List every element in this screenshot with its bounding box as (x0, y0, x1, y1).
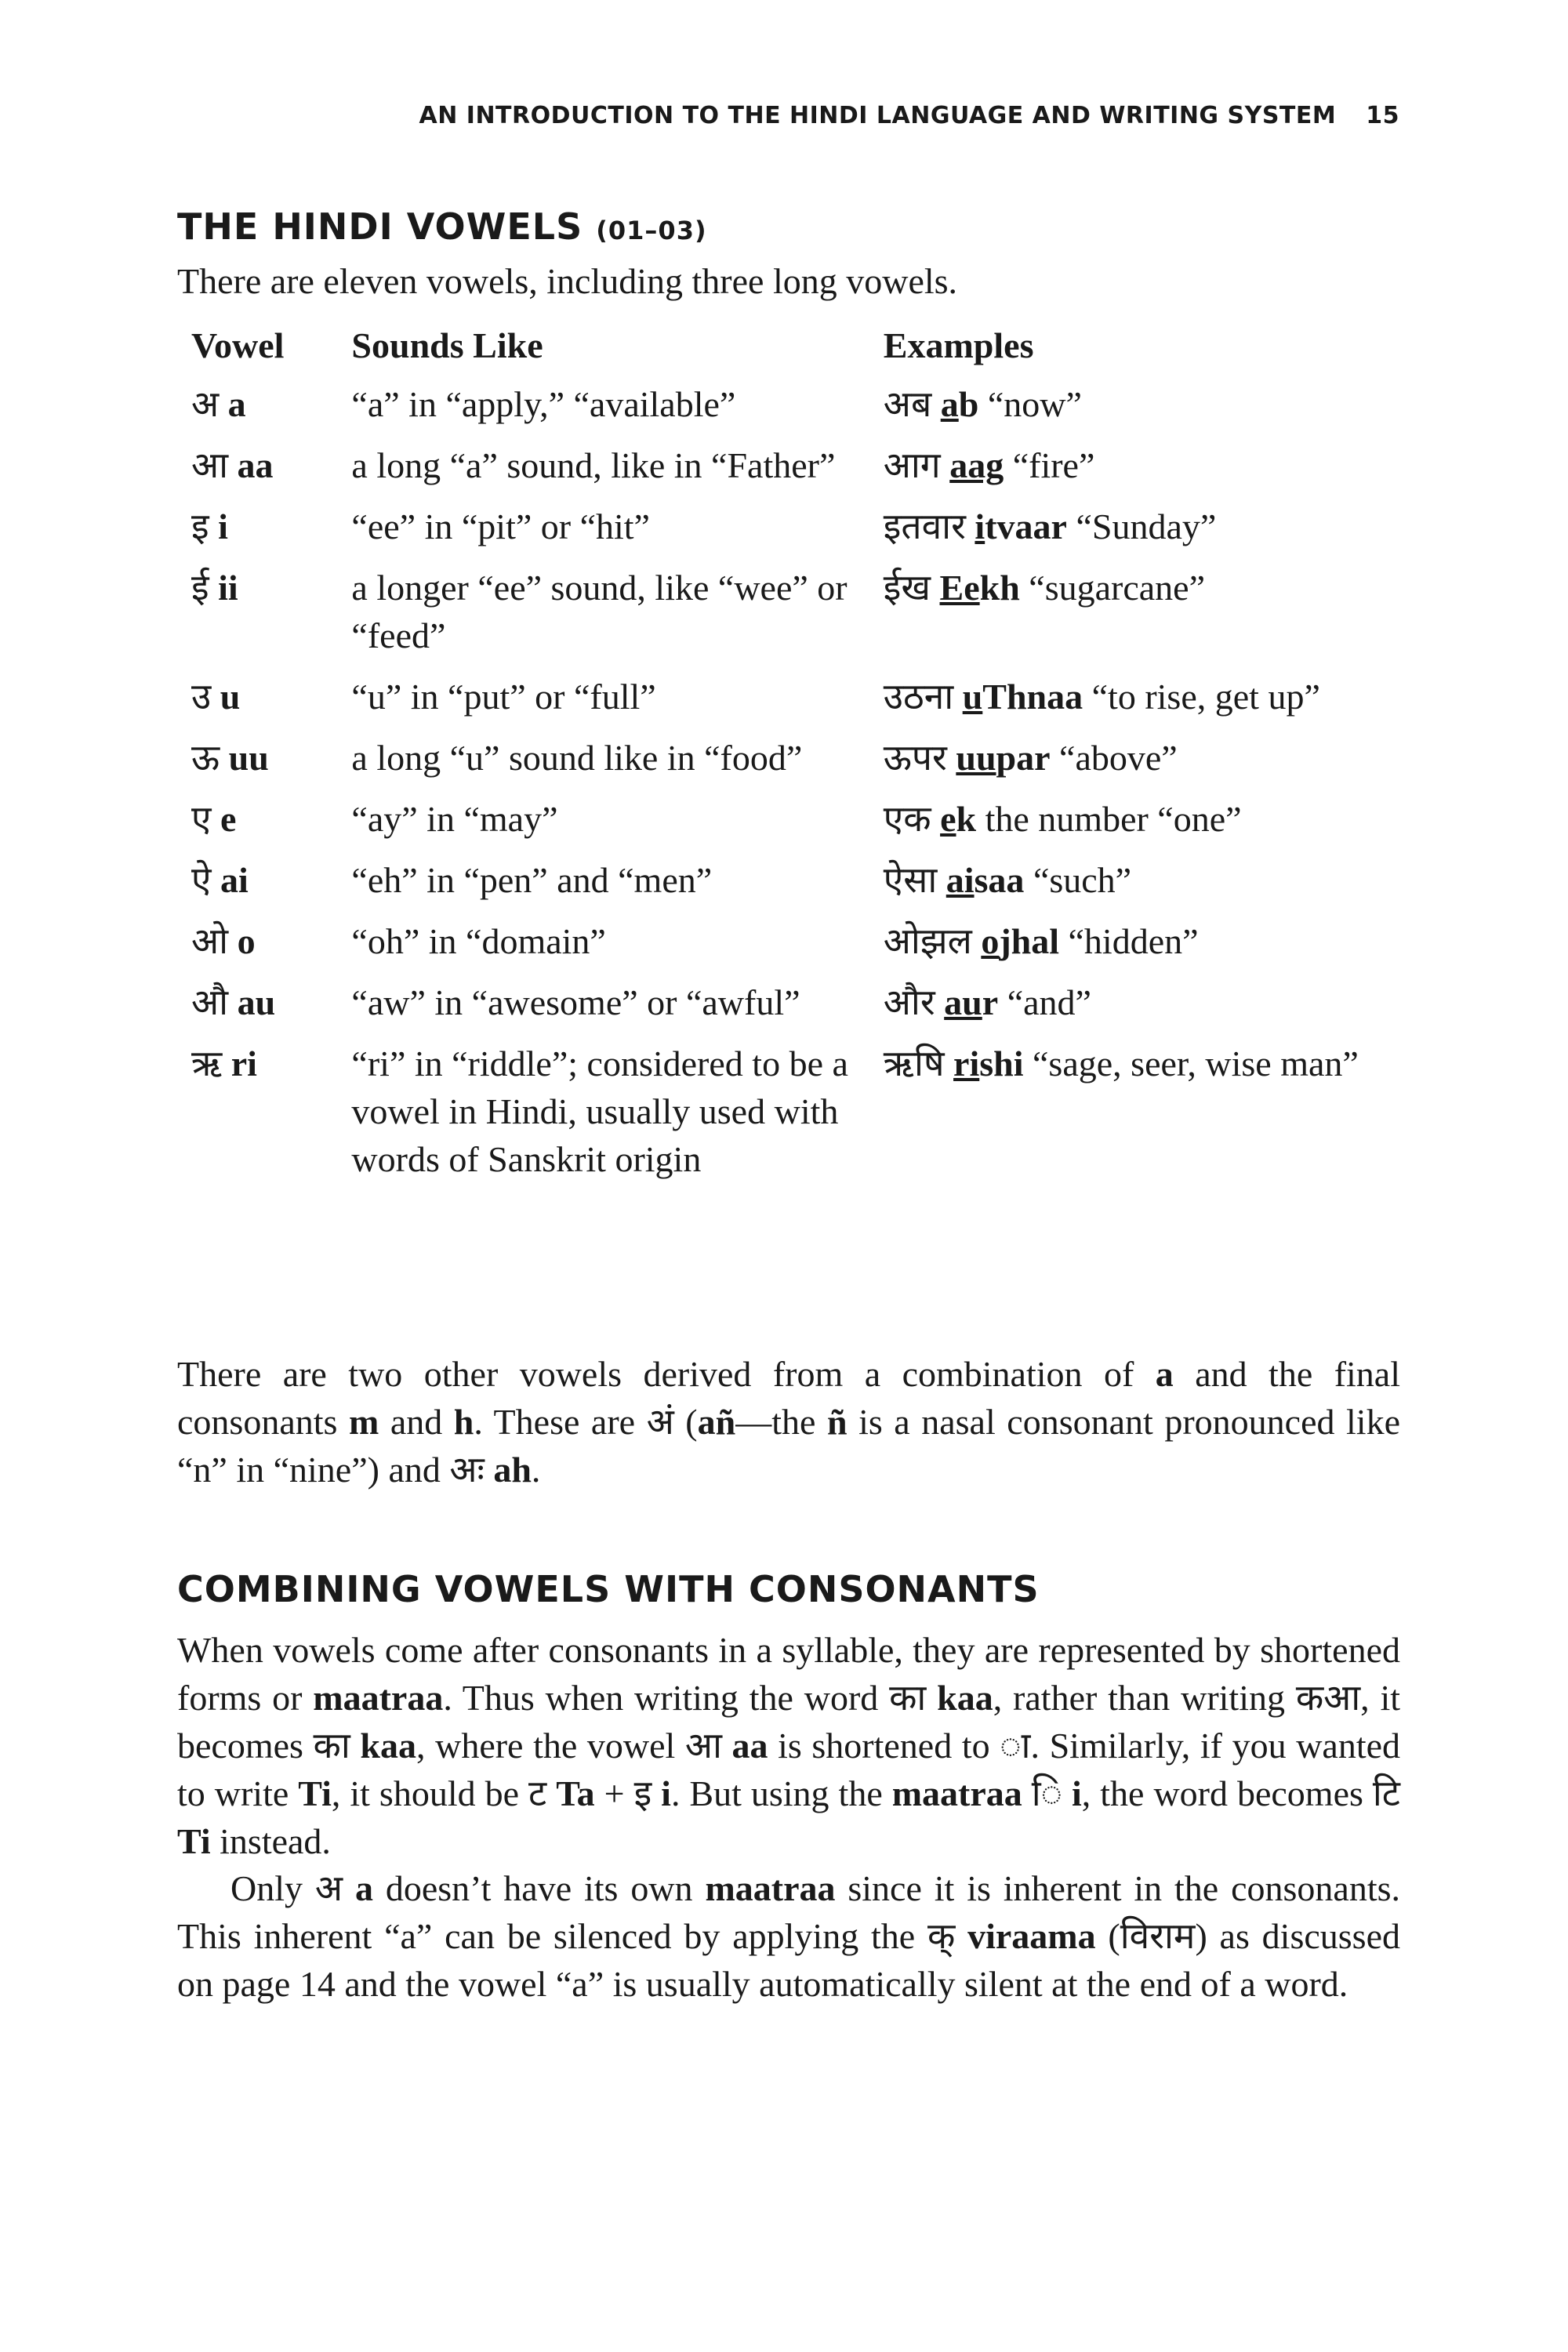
vowel-devanagari: उ (191, 675, 212, 717)
example-roman-post: saa (974, 860, 1025, 900)
vowel-table-row (177, 734, 1432, 795)
example-text (884, 856, 1425, 904)
text-run: , the word becomes (1081, 1773, 1373, 1813)
bold-term: ah (493, 1450, 532, 1490)
vowel-devanagari: इ (191, 505, 209, 547)
sounds-like-cell (351, 380, 883, 441)
example-gloss: “such” (1033, 860, 1132, 900)
example-gloss: “fire” (1012, 445, 1095, 485)
example-roman-underlined: aag (949, 445, 1004, 485)
example-text (884, 734, 1425, 782)
text-run: . Similarly, if you wanted to write (177, 1726, 1401, 1813)
section-heading-hindi-vowels (177, 205, 707, 248)
example-roman-underlined: u (962, 677, 983, 717)
text-run: and (379, 1402, 454, 1442)
text-run: + (594, 1773, 634, 1813)
sounds-like-text: “u” in “put” or “full” (351, 677, 656, 717)
vowel-table-row (177, 564, 1432, 673)
vowel-table-row (177, 856, 1432, 917)
text-run: since it is inherent in the consonants. This inherent “a” can be silenced by applying the (177, 1868, 1401, 1956)
vowel-table-row (177, 380, 1432, 441)
bold-term: i (1072, 1773, 1082, 1813)
devanagari-term: कआ (1295, 1676, 1361, 1719)
text-run (350, 1726, 361, 1766)
text-run: . (531, 1450, 541, 1490)
example-text (884, 380, 1425, 428)
example-devanagari: आग (883, 444, 941, 486)
vowel-table-row (177, 441, 1432, 503)
vowel-romanization: o (237, 921, 256, 961)
vowel-romanization: u (220, 677, 241, 717)
vowel-romanization: au (237, 982, 276, 1022)
bold-term: ñ (826, 1402, 848, 1442)
bold-term: h (453, 1402, 474, 1442)
devanagari-term: टि (1372, 1772, 1400, 1814)
example-devanagari: उठना (883, 675, 954, 717)
example-cell (884, 673, 1432, 734)
sounds-like-cell (351, 734, 883, 795)
vowel-romanization: ii (218, 568, 238, 608)
vowel-devanagari: औ (191, 981, 229, 1023)
example-roman-underlined: o (981, 921, 1000, 961)
vowel-cell (177, 795, 351, 856)
example-devanagari: अब (883, 383, 932, 425)
running-head-title: AN INTRODUCTION TO THE HINDI LANGUAGE AND WRITING SYSTEM (419, 102, 1337, 129)
sounds-like-cell (351, 564, 883, 673)
example-cell (884, 564, 1432, 673)
combining-paragraph (177, 1626, 1400, 1865)
example-gloss: “sugarcane” (1029, 568, 1206, 608)
text-run: . But using the (670, 1773, 892, 1813)
example-text (884, 503, 1425, 550)
text-run: . Thus when writing the word (443, 1678, 890, 1718)
sounds-like-text: “oh” in “domain” (351, 921, 606, 961)
example-roman-post: Thnaa (982, 677, 1083, 717)
example-roman-underlined: e (940, 799, 956, 839)
vowel-cell (177, 380, 351, 441)
vowel-table-row (177, 503, 1432, 564)
text-run: Only (230, 1868, 315, 1908)
bold-term: maatraa (313, 1678, 444, 1718)
vowel-cell (177, 441, 351, 503)
sounds-like-cell (351, 1040, 883, 1196)
devanagari-term: अं (646, 1400, 674, 1443)
sounds-like-text: “aw” in “awesome” or “awful” (351, 982, 800, 1022)
example-roman-post: k (956, 799, 977, 839)
text-run: When vowels come after consonants in a syllable, they are represented by shortened forms or (177, 1630, 1400, 1718)
devanagari-term: का (313, 1724, 350, 1766)
example-roman-post: par (996, 738, 1051, 778)
text-run (1022, 1773, 1032, 1813)
vowel-romanization: e (220, 799, 237, 839)
bold-term: kaa (937, 1678, 993, 1718)
text-run: and the final consonants (177, 1354, 1400, 1442)
section-heading-combining-vowels: COMBINING VOWELS WITH CONSONANTS (177, 1568, 1040, 1610)
example-cell (884, 380, 1432, 441)
vowel-cell (177, 673, 351, 734)
text-run: ( (673, 1402, 698, 1442)
vowel-table-row (177, 978, 1432, 1040)
vowel-cell (177, 564, 351, 673)
sounds-like-text: “eh” in “pen” and “men” (351, 860, 713, 900)
text-run: , it becomes (177, 1678, 1401, 1766)
inherent-a-paragraph (177, 1864, 1400, 2008)
example-devanagari: ऋषि (883, 1042, 945, 1084)
example-text (884, 795, 1425, 843)
example-roman-underlined: a (940, 384, 959, 424)
example-roman-underlined: ai (946, 860, 975, 900)
vowel-devanagari: ई (191, 566, 209, 608)
bold-term: Ti (298, 1773, 332, 1813)
vowel-table-row (177, 1040, 1432, 1196)
text-run (926, 1678, 937, 1718)
example-devanagari: ऐसा (883, 858, 938, 901)
sounds-like-text: a long “u” sound like in “food” (351, 738, 803, 778)
example-roman-post: jhal (999, 921, 1060, 961)
example-devanagari: ऊपर (883, 736, 947, 779)
vowel-table-row (177, 673, 1432, 734)
sounds-like-cell (351, 795, 883, 856)
example-roman-underlined: ri (953, 1044, 980, 1083)
page-number: 15 (1366, 102, 1399, 129)
bold-term: kaa (360, 1726, 416, 1766)
example-gloss: “now” (987, 384, 1082, 424)
example-cell (884, 795, 1432, 856)
example-text (884, 917, 1425, 965)
vowel-table-body (177, 380, 1432, 1196)
example-roman-post: shi (979, 1044, 1024, 1083)
text-run (485, 1450, 494, 1490)
vowel-cell (177, 734, 351, 795)
text-run (652, 1773, 661, 1813)
example-gloss: “to rise, get up” (1091, 677, 1320, 717)
example-devanagari: और (883, 981, 935, 1023)
text-run: , where the vowel (416, 1726, 685, 1766)
text-run: doesn’t have its own (372, 1868, 706, 1908)
vowel-devanagari: ऊ (191, 736, 220, 779)
example-cell (884, 441, 1432, 503)
text-run (546, 1773, 556, 1813)
text-run: instead. (210, 1821, 331, 1861)
sounds-like-cell (351, 856, 883, 917)
vowel-romanization: ri (230, 1044, 257, 1083)
text-run: is shortened to (768, 1726, 1000, 1766)
example-roman-underlined: uu (956, 738, 996, 778)
example-cell (884, 856, 1432, 917)
devanagari-term: अ (314, 1867, 343, 1909)
devanagari-term: क् (927, 1915, 956, 1957)
text-run (343, 1868, 355, 1908)
devanagari-term: इ (633, 1772, 652, 1814)
example-roman-underlined: au (944, 982, 982, 1022)
example-roman-post: b (958, 384, 979, 424)
bold-term: añ (697, 1402, 736, 1442)
example-text (884, 673, 1425, 720)
text-run: ( (1095, 1916, 1120, 1956)
vowel-romanization: a (227, 384, 246, 424)
sounds-like-text: “ee” in “pit” or “hit” (351, 506, 650, 546)
example-devanagari: ईख (883, 566, 931, 608)
text-run (1062, 1773, 1072, 1813)
bold-term: Ti (177, 1821, 211, 1861)
devanagari-term: ट (528, 1772, 547, 1814)
vowel-devanagari: आ (191, 444, 229, 486)
example-gloss: “and” (1007, 982, 1091, 1022)
example-roman-underlined: Ee (939, 568, 980, 608)
vowel-cell (177, 917, 351, 978)
example-cell (884, 917, 1432, 978)
sounds-like-cell (351, 917, 883, 978)
vowel-romanization: aa (237, 445, 274, 485)
text-run (722, 1726, 732, 1766)
vowel-devanagari: ऋ (191, 1042, 223, 1084)
text-run: ) as discussed on page 14 and the vowel “a” is usually automatically silent at the end of a word. (177, 1916, 1400, 2004)
example-cell (884, 978, 1432, 1040)
column-header-examples: Examples (883, 325, 1034, 365)
text-run: —the (735, 1402, 827, 1442)
section-heading-text: THE HINDI VOWELS (177, 205, 583, 248)
vowel-table (177, 321, 1432, 1196)
column-header-vowel: Vowel (191, 325, 285, 365)
vowel-table-row (177, 917, 1432, 978)
sounds-like-cell (351, 978, 883, 1040)
vowel-devanagari: ऐ (191, 858, 212, 901)
bold-term: Ta (556, 1773, 595, 1813)
example-roman-underlined: i (975, 506, 985, 546)
running-head (180, 102, 1399, 129)
sounds-like-cell (351, 503, 883, 564)
vowel-cell (177, 503, 351, 564)
other-vowels-paragraph (177, 1350, 1400, 1494)
example-gloss: “sage, seer, wise man” (1033, 1044, 1359, 1083)
sounds-like-text: a longer “ee” sound, like “wee” or “feed” (351, 568, 848, 655)
vowel-devanagari: अ (191, 383, 220, 425)
vowel-romanization: ai (220, 860, 249, 900)
example-text (884, 441, 1425, 489)
vowel-table-header-row (177, 321, 1432, 380)
example-gloss: the number “one” (985, 799, 1242, 839)
sounds-like-text: a long “a” sound, like in “Father” (351, 445, 836, 485)
vowels-intro-paragraph: There are eleven vowels, including three long vowels. (177, 261, 958, 301)
vowel-cell (177, 856, 351, 917)
example-gloss: “Sunday” (1076, 506, 1217, 546)
vowel-cell (177, 1040, 351, 1196)
vowel-romanization: uu (228, 738, 269, 778)
vowel-cell (177, 978, 351, 1040)
text-run: is a nasal consonant pronounced like “n” in “nine”) and (177, 1402, 1400, 1490)
text-run: There are two other vowels derived from a combination of (177, 1354, 1156, 1394)
devanagari-term: आ (684, 1724, 722, 1766)
audio-track-reference: (01–03) (596, 216, 707, 245)
text-run: . These are (474, 1402, 647, 1442)
devanagari-term: ा (1000, 1724, 1031, 1766)
sounds-like-cell (351, 441, 883, 503)
column-header-sounds-like: Sounds Like (351, 325, 543, 365)
example-text (884, 564, 1425, 612)
text-run: , it should be (331, 1773, 529, 1813)
example-cell (884, 734, 1432, 795)
bold-term: aa (731, 1726, 768, 1766)
text-run: , rather than writing (993, 1678, 1296, 1718)
bold-term: i (661, 1773, 671, 1813)
devanagari-term: विराम (1120, 1915, 1196, 1957)
example-devanagari: एक (883, 797, 931, 840)
example-roman-post: r (982, 982, 999, 1022)
example-devanagari: ओझल (883, 920, 972, 962)
example-roman-post: kh (979, 568, 1020, 608)
vowel-devanagari: ए (191, 797, 212, 840)
bold-term: a (354, 1868, 373, 1908)
bold-term: maatraa (705, 1868, 836, 1908)
sounds-like-cell (351, 673, 883, 734)
vowel-romanization: i (218, 506, 228, 546)
devanagari-term: का (889, 1676, 927, 1719)
example-gloss: “hidden” (1068, 921, 1199, 961)
example-cell (884, 503, 1432, 564)
devanagari-term: अः (449, 1448, 485, 1490)
example-text (884, 1040, 1425, 1087)
text-run (955, 1916, 967, 1956)
vowel-devanagari: ओ (191, 920, 229, 962)
example-gloss: “above” (1059, 738, 1178, 778)
example-devanagari: इतवार (883, 505, 966, 547)
example-cell (884, 1040, 1432, 1196)
sounds-like-text: “ri” in “riddle”; considered to be a vowel in Hindi, usually used with words of Sanskrit origin (351, 1044, 848, 1179)
bold-term: maatraa (891, 1773, 1022, 1813)
bold-term: m (348, 1402, 379, 1442)
vowel-table-row (177, 795, 1432, 856)
example-roman-post: tvaar (985, 506, 1067, 546)
sounds-like-text: “ay” in “may” (351, 799, 558, 839)
bold-term: a (1155, 1354, 1174, 1394)
bold-term: viraama (967, 1916, 1096, 1956)
devanagari-term: ि (1031, 1772, 1063, 1814)
example-text (884, 978, 1425, 1026)
sounds-like-text: “a” in “apply,” “available” (351, 384, 736, 424)
